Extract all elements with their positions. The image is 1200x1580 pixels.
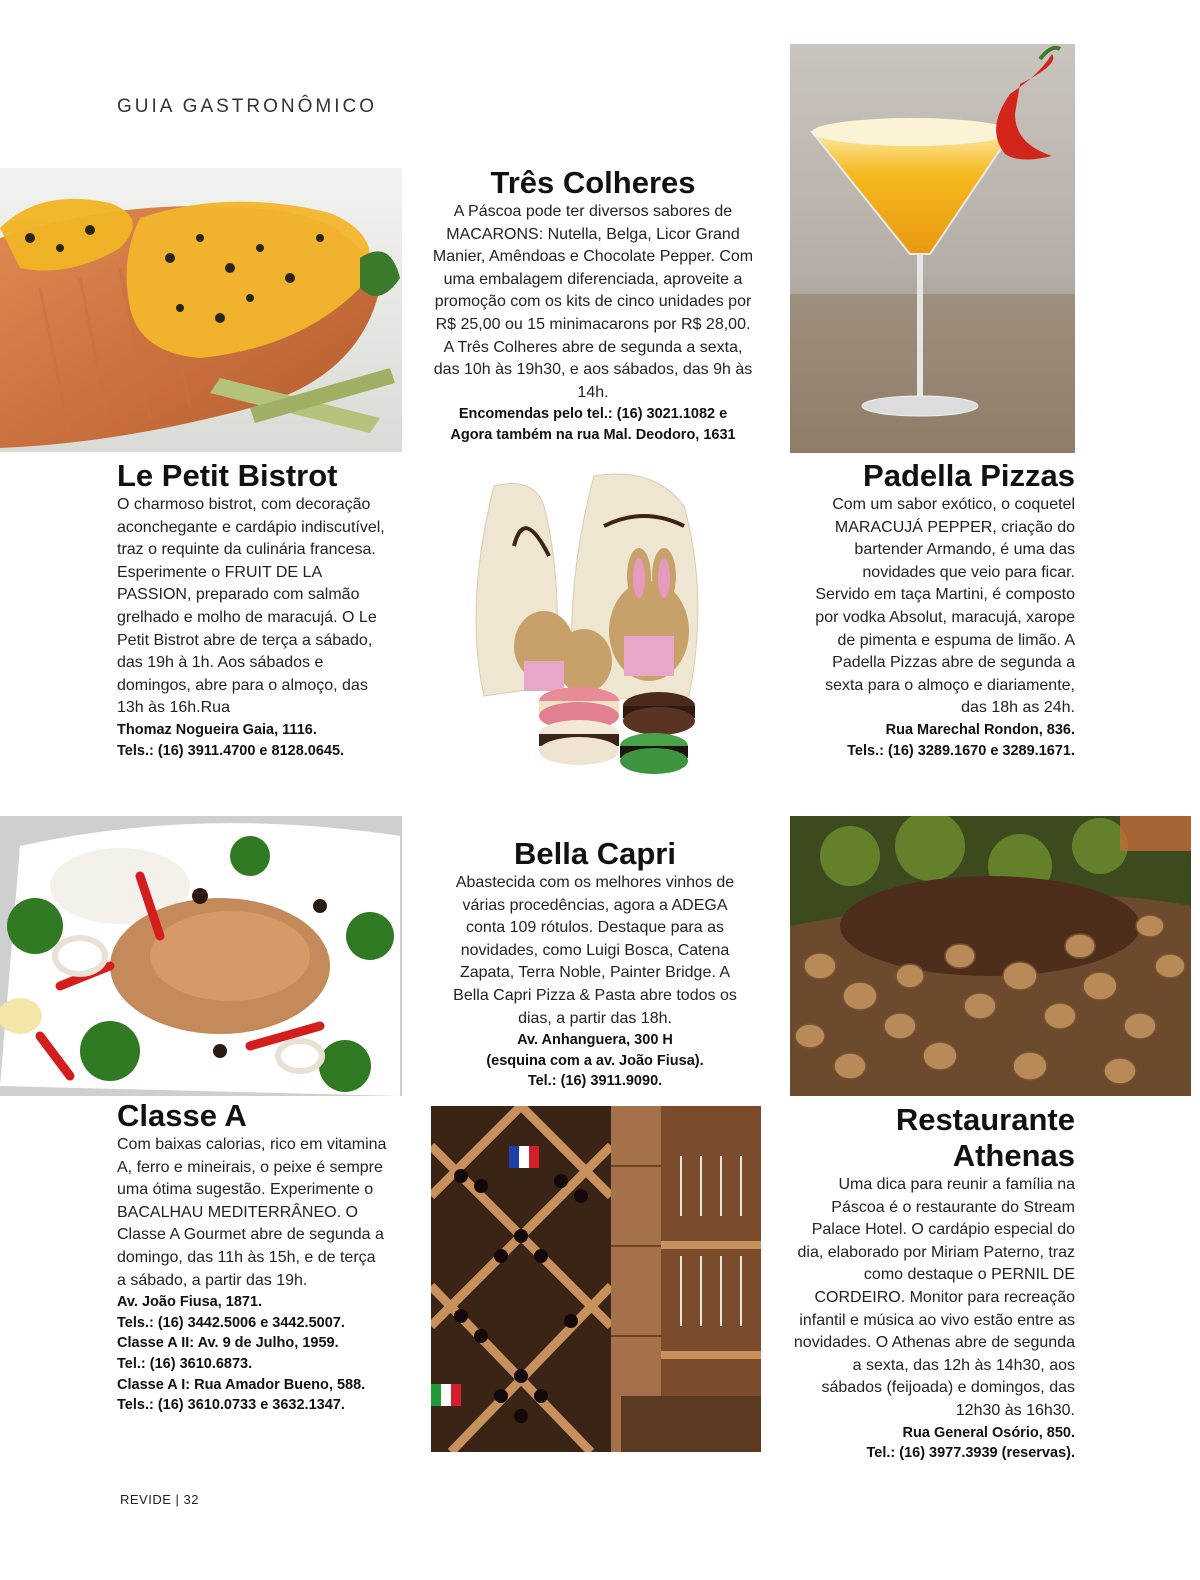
- padella-pizzas-title: Padella Pizzas: [863, 458, 1075, 493]
- bella-capri-contact-1: Av. Anhanguera, 300 H: [517, 1032, 673, 1049]
- bella-capri-description: Abastecida com os melhores vinhos de várias procedências, agora a ADEGA conta 109 rótulos. Destaque para as novidades, como Luigi Bosca, Catena Zapata, Terra Noble, Painter Bridge. A Bella Capri Pizza & Pasta abre todos os dias, a partir das 18h.: [453, 874, 737, 1027]
- classe-a-contact-3: Classe A II: Av. 9 de Julho, 1959.: [117, 1335, 339, 1352]
- tres-colheres-section: [430, 165, 756, 446]
- athenas-title-line-1: Restaurante: [895, 1102, 1075, 1137]
- athenas-contact-1: Rua General Osório, 850.: [902, 1424, 1075, 1441]
- athenas-contact-2: Tel.: (16) 3977.3939 (reservas).: [866, 1445, 1075, 1462]
- classe-a-contact-1: Av. João Fiusa, 1871.: [117, 1294, 263, 1311]
- bella-capri-section: [445, 836, 745, 1092]
- footer-separator: |: [175, 1492, 180, 1507]
- classe-a-contact-2: Tels.: (16) 3442.5006 e 3442.5007.: [117, 1314, 345, 1331]
- athenas-title-line-2: Athenas: [952, 1138, 1075, 1173]
- le-petit-bistrot-title: Le Petit Bistrot: [117, 458, 338, 493]
- padella-pizzas-section: [808, 458, 1075, 761]
- classe-a-contact-4: Tel.: (16) 3610.6873.: [117, 1355, 253, 1372]
- tres-colheres-description: A Páscoa pode ter diversos sabores de MACARONS: Nutella, Belga, Licor Grand Manier, Amêndoas e Chocolate Pepper. Com uma embalagem diferenciada, aproveite a promoção com os kits de cinco unidades por R$ 25,00 ou 15 minimacarons por R$ 28,00. A Três Colheres abre de segunda a sexta, das 10h às 19h30, e aos sábados, das 9h às 14h.: [432, 203, 754, 401]
- padella-pizzas-contact-2: Tels.: (16) 3289.1670 e 3289.1671.: [847, 742, 1075, 759]
- le-petit-bistrot-contact-2: Tels.: (16) 3911.4700 e 8128.0645.: [117, 742, 345, 759]
- macarons-easter-bags-photo: [464, 466, 708, 796]
- cocktail-photo: [790, 44, 1075, 453]
- classe-a-contact-5: Classe A I: Rua Amador Bueno, 588.: [117, 1376, 366, 1393]
- classe-a-title: Classe A: [117, 1098, 247, 1133]
- le-petit-bistrot-contact-1: Thomaz Nogueira Gaia, 1116.: [117, 721, 317, 738]
- le-petit-bistrot-section: [117, 458, 385, 761]
- classe-a-contact-6: Tels.: (16) 3610.0733 e 3632.1347.: [117, 1397, 345, 1414]
- bella-capri-title: Bella Capri: [514, 836, 676, 871]
- page-footer: [120, 1492, 199, 1507]
- padella-pizzas-description: Com um sabor exótico, o coquetel MARACUJÁ PEPPER, criação do bartender Armando, é uma das novidades que veio para ficar. Servido em taça Martini, é composto por vodka Absolut, maracujá, xarope de pimenta e espuma de limão. A Padella Pizzas abre de segunda a sexta para o almoço e diariamente, das 18h as 24h.: [815, 496, 1075, 717]
- magazine-name: REVIDE: [120, 1492, 172, 1507]
- tres-colheres-contact-1: Encomendas pelo tel.: (16) 3021.1082 e: [458, 406, 728, 423]
- section-title: GUIA GASTRONÔMICO: [117, 96, 378, 117]
- padella-pizzas-contact-1: Rua Marechal Rondon, 836.: [885, 721, 1075, 738]
- tres-colheres-title: Três Colheres: [490, 165, 696, 200]
- bella-capri-contact-2: (esquina com a av. João Fiusa).: [486, 1052, 704, 1069]
- salmon-dish-photo: [0, 168, 402, 452]
- page-number: 32: [183, 1492, 200, 1507]
- bella-capri-contact-3: Tel.: (16) 3911.9090.: [527, 1073, 663, 1090]
- tres-colheres-contact-2: Agora também na rua Mal. Deodoro, 1631: [450, 426, 736, 443]
- classe-a-section: [117, 1098, 387, 1416]
- wine-cellar-photo: [431, 1106, 761, 1452]
- lamb-dish-photo: [790, 816, 1191, 1096]
- classe-a-description: Com baixas calorias, rico em vitamina A, ferro e mineirais, o peixe é sempre uma ótima sugestão. Experimente o BACALHAU MEDITERRÂNEO. O Classe A Gourmet abre de segunda a domingo, das 11h às 15h, e de terça a sábado, a partir das 19h.: [117, 1136, 387, 1289]
- athenas-section: [788, 1102, 1075, 1464]
- athenas-description: Uma dica para reunir a família na Páscoa é o restaurante do Stream Palace Hotel. O cardápio especial do dia, elaborado por Miriam Paterno, traz como destaque o PERNIL DE CORDEIRO. Monitor para recreação infantil e música ao vivo estão entre as novidades. O Athenas abre de segunda a sexta, das 12h às 14h30, aos sábados (feijoada) e domingos, das 12h30 às 16h30.: [793, 1176, 1075, 1419]
- fish-dish-photo: [0, 816, 402, 1096]
- le-petit-bistrot-description: O charmoso bistrot, com decoração aconchegante e cardápio indiscutível, traz o requinte da culinária francesa. Esperimente o FRUIT DE LA PASSION, preparado com salmão grelhado e molho de maracujá. O Le Petit Bistrot abre de terça a sábado, das 19h à 1h. Aos sábados e domingos, abre para o almoço, das 13h às 16h.Rua: [117, 496, 385, 717]
